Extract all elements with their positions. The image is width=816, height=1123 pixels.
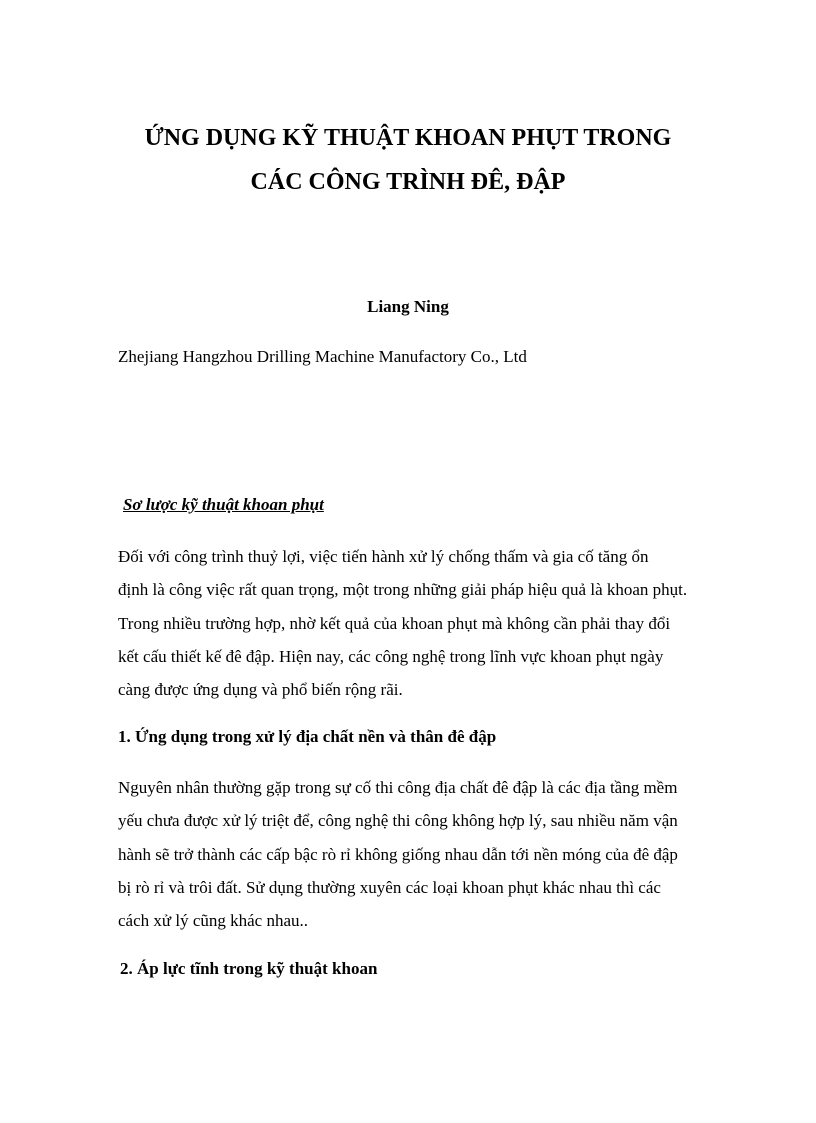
paragraph-line: Đối với công trình thuỷ lợi, việc tiến hành xử lý chống thấm và gia cố tăng ổn xyxy=(118,547,649,566)
paragraph-line: Nguyên nhân thường gặp trong sự cố thi công địa chất đê đập là các địa tầng mềm xyxy=(118,778,678,797)
paragraph-section-1 xyxy=(118,771,718,937)
document-title-line-1: ỨNG DỤNG KỸ THUẬT KHOAN PHỤT TRONG xyxy=(144,125,672,151)
heading-1: 1. Ứng dụng trong xử lý địa chất nền và thân đê đập xyxy=(118,727,497,746)
paragraph-line: cách xử lý cũng khác nhau.. xyxy=(118,911,309,931)
paragraph-line: bị rò rỉ và trôi đất. Sử dụng thường xuyên các loại khoan phụt khác nhau thì các xyxy=(118,877,661,897)
paragraph-line: định là công việc rất quan trọng, một trong những giải pháp hiệu quả là khoan phụt. xyxy=(118,580,688,600)
paragraph-line: càng được ứng dụng và phổ biến rộng rãi. xyxy=(118,680,403,700)
paragraph-intro xyxy=(118,540,718,706)
author-name: Liang Ning xyxy=(367,297,449,316)
document-title-line-2: CÁC CÔNG TRÌNH ĐÊ, ĐẬP xyxy=(250,169,566,195)
author-affiliation: Zhejiang Hangzhou Drilling Machine Manufactory Co., Ltd xyxy=(118,347,527,366)
paragraph-line: yếu chưa được xử lý triệt để, công nghệ thi công không hợp lý, sau nhiều năm vận xyxy=(118,811,678,831)
paragraph-line: hành sẽ trở thành các cấp bậc rò rỉ không giống nhau dẫn tới nền móng của đê đập xyxy=(118,844,678,864)
paragraph-line: Trong nhiều trường hợp, nhờ kết quả của khoan phụt mà không cần phải thay đổi xyxy=(118,613,671,633)
section-title: Sơ lược kỹ thuật khoan phụt xyxy=(123,495,324,514)
heading-2: 2. Áp lực tĩnh trong kỹ thuật khoan xyxy=(120,959,378,978)
paragraph-line: kết cấu thiết kế đê đập. Hiện nay, các công nghệ trong lĩnh vực khoan phụt ngày xyxy=(118,646,664,666)
